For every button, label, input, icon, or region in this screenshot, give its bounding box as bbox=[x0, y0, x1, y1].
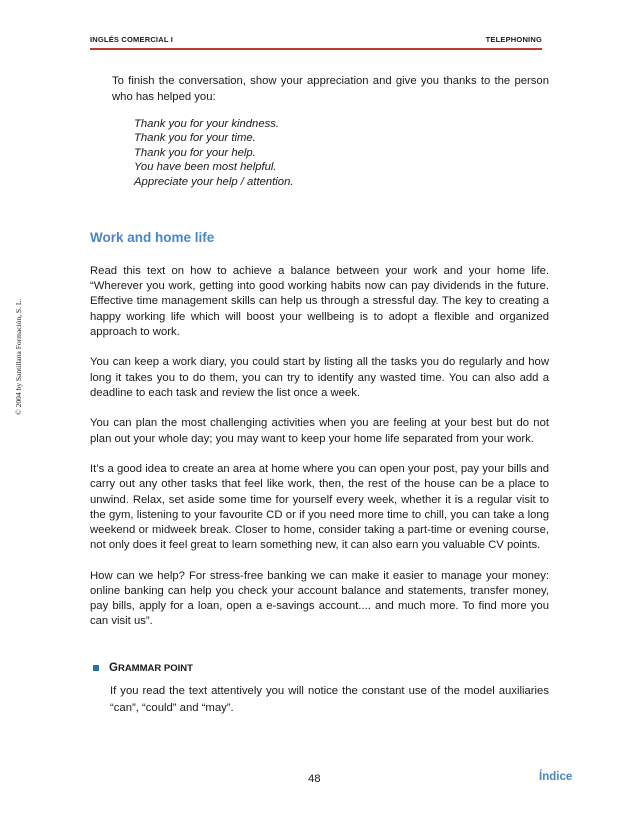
article-paragraph: You can plan the most challenging activities when you are feeling at your best but do not plan out your whole day; you may want to keep your home life separated from your work. bbox=[90, 417, 549, 445]
article-paragraph: It’s a good idea to create an area at home where you can open your post, pay your bills and carry out any other tasks that feel like work, then, the rest of the house can be a place to unwind. Relax, set aside some time for yourself every week, whether it is a regular visit to the gym, listening to your favourite CD or if you need more time to chill, you can take a long weekend or midweek break. Closer to home, consider taking a part-time or evening course, not only does it feel great to learn something new, it can also earn you valuable CV points. bbox=[90, 463, 549, 552]
thanks-phrase: Thank you for your help. bbox=[134, 146, 256, 159]
index-link[interactable]: Índice bbox=[539, 771, 573, 783]
article-paragraph: You can keep a work diary, you could start by listing all the tasks you do regularly and how long it takes you to do them, you can try to identify any wasted time. You can also add a deadline to each task and review the list once a week. bbox=[90, 356, 549, 399]
thanks-phrase: Thank you for your kindness. bbox=[134, 118, 280, 130]
article-paragraph: Read this text on how to achieve a balance between your work and your home life. “Wherever you work, getting into good working habits now can pay dividends in the future. Effective time management skills can help us through a stressful day. The key to creating a happy working life which will boost your wellbeing is to adopt a flexible and organized approach to work. bbox=[90, 265, 549, 338]
intro-paragraph: To finish the conversation, show your appreciation and give you thanks to the person who has helped you: bbox=[112, 75, 549, 103]
grammar-heading-initial: G bbox=[109, 662, 118, 674]
copyright-notice: © 2004 by Santillana Formación, S. L. bbox=[14, 298, 23, 415]
article-paragraph: How can we help? For stress-free banking we can make it easier to manage your money: online banking can help you check your account balance and statements, transfer money, pay bills, apply for a loan, open a e-savings account.... and much more. To find more you can visit us”. bbox=[90, 569, 549, 628]
grammar-heading-rest: RAMMAR POINT bbox=[117, 663, 193, 674]
article-body bbox=[90, 264, 549, 645]
header-course-title: INGLÉS COMERCIAL I bbox=[90, 35, 174, 44]
thanks-phrase-list bbox=[134, 117, 294, 189]
section-title: Work and home life bbox=[90, 230, 215, 245]
grammar-point-heading bbox=[109, 662, 193, 674]
thanks-phrase: Thank you for your time. bbox=[134, 132, 256, 145]
thanks-phrase: You have been most helpful. bbox=[134, 161, 277, 174]
page-header bbox=[90, 34, 542, 50]
page-number: 48 bbox=[308, 773, 321, 785]
square-bullet-icon bbox=[93, 665, 99, 671]
header-chapter-title: TELEPHONING bbox=[485, 35, 542, 44]
grammar-point-text: If you read the text attentively you will notice the constant use of the model auxiliaries “can”, “could” and “may”. bbox=[110, 685, 549, 714]
thanks-phrase: Appreciate your help / attention. bbox=[134, 175, 294, 188]
